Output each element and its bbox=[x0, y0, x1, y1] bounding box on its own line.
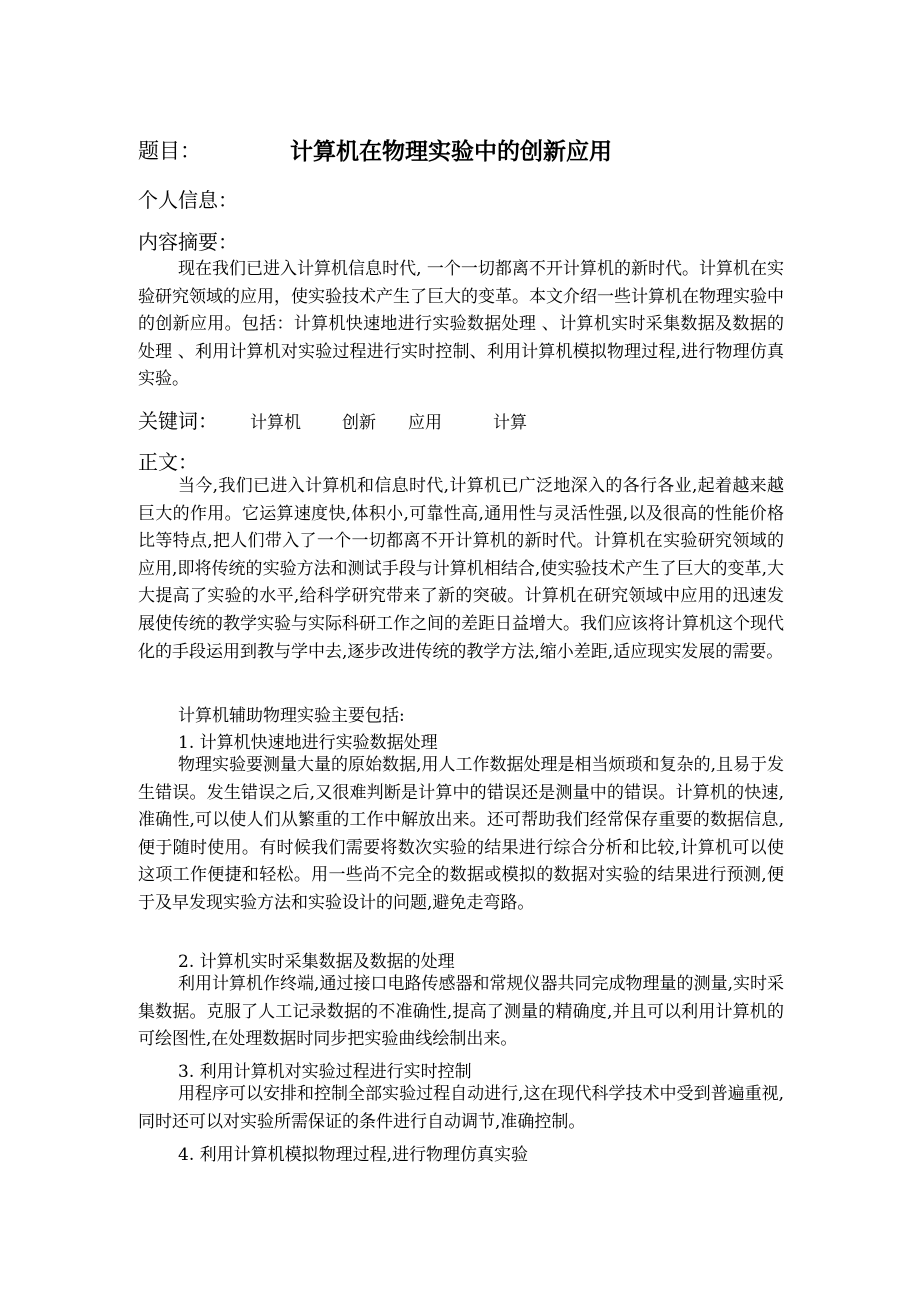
section-heading: 1. 计算机快速地进行实验数据处理 bbox=[178, 733, 438, 753]
section-paragraph: 利用计算机作终端,通过接口电路传感器和常规仪器共同完成物理量的测量,实时采集数据。克服了人工记录数据的不准确性,提高了测量的精确度,并且可以利用计算机的可绘图性,在处理数据时同步把实验曲线绘制出来。 bbox=[138, 974, 784, 1050]
abstract-text: 现在我们已进入计算机信息时代, 一个一切都离不开计算机的新时代。计算机在实验研究领域的应用，使实验技术产生了巨大的变革。本文介绍一些计算机在物理实验中的创新应用。包括：计算机快速地进行实验数据处理 、计算机实时采集数据及数据的处理 、利用计算机对实验过程进行实时控制、利用计算机模拟物理过程,进行物理仿真实验。 bbox=[138, 259, 784, 390]
title-label: 题目： bbox=[138, 139, 201, 163]
keyword-item: 应用 bbox=[408, 413, 442, 433]
title-row bbox=[138, 133, 788, 167]
body-intro-paragraph: 当今,我们已进入计算机和信息时代,计算机已广泛地深入的各行各业,起着越来越巨大的作用。它运算速度快,体积小,可靠性高,通用性与灵活性强,以及很高的性能价格比等特点,把人们带入了一个一切都离不开计算机的新时代。计算机在实验研究领域的应用,即将传统的实验方法和测试手段与计算机相结合,使实验技术产生了巨大的变革,大大提高了实验的水平,给科学研究带来了新的突破。计算机在研究领域中应用的迅速发展使传统的教学实验与实际科研工作之间的差距日益增大。我们应该将计算机这个现代化的手段运用到教与学中去,逐步改进传统的教学方法,缩小差距,适应现实发展的需要。 bbox=[138, 476, 784, 662]
body-label: 正文： bbox=[138, 450, 198, 474]
page-title: 计算机在物理实验中的创新应用 bbox=[290, 139, 612, 165]
section-heading: 2. 计算机实时采集数据及数据的处理 bbox=[178, 952, 455, 972]
section-heading: 3. 利用计算机对实验过程进行实时控制 bbox=[178, 1062, 472, 1082]
list-intro: 计算机辅助物理实验主要包括: bbox=[178, 706, 405, 726]
keyword-item: 创新 bbox=[342, 413, 376, 433]
abstract-label: 内容摘要： bbox=[138, 230, 238, 254]
personal-info-label: 个人信息： bbox=[138, 188, 238, 212]
keywords-row bbox=[138, 405, 738, 433]
section-paragraph: 用程序可以安排和控制全部实验过程自动进行,这在现代科学技术中受到普遍重视,同时还可以对实验所需保证的条件进行自动调节,准确控制。 bbox=[138, 1084, 784, 1132]
section-paragraph: 物理实验要测量大量的原始数据,用人工作数据处理是相当烦琐和复杂的,且易于发生错误。发生错误之后,又很难判断是计算中的错误还是测量中的错误。计算机的快速,准确性,可以使人们从繁重的工作中解放出来。还可帮助我们经常保存重要的数据信息,便于随时使用。有时候我们需要将数次实验的结果进行综合分析和比较,计算机可以使这项工作便捷和轻松。用一些尚不完全的数据或模拟的数据对实验的结果进行预测,便于及早发现实验方法和实验设计的问题,避免走弯路。 bbox=[138, 755, 784, 913]
keyword-item: 计算机 bbox=[250, 413, 301, 433]
keywords-label: 关键词： bbox=[138, 409, 218, 433]
section-heading: 4. 利用计算机模拟物理过程,进行物理仿真实验 bbox=[178, 1145, 529, 1165]
keyword-item: 计算 bbox=[493, 413, 527, 433]
